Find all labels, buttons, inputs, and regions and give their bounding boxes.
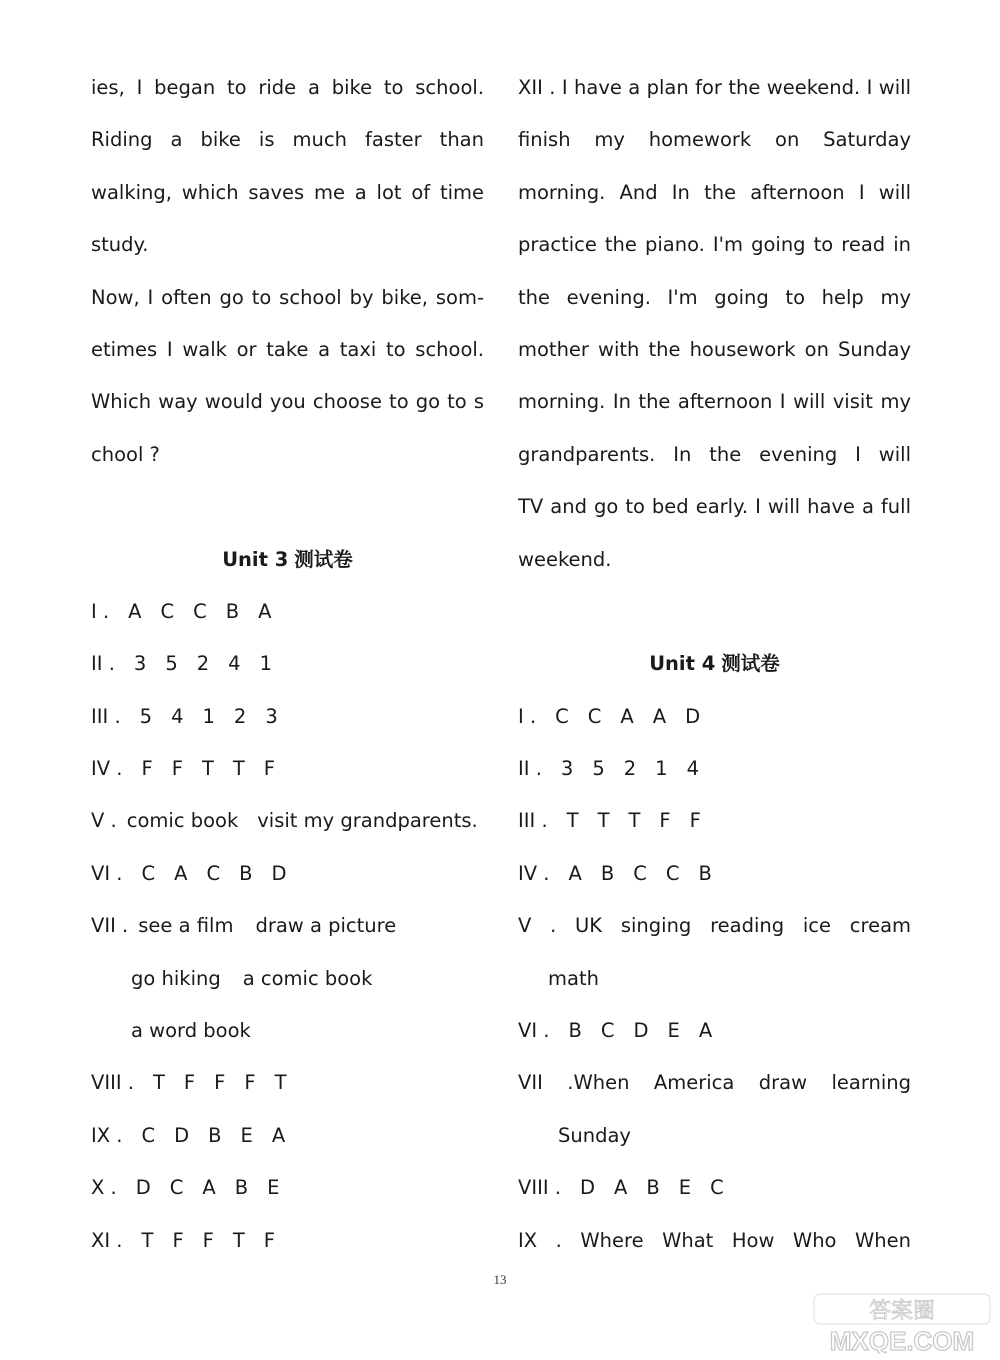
- answer-row-unit3-V: V . comic book visit my grandparents.: [91, 809, 478, 833]
- spacer: [518, 586, 911, 638]
- answer-row-unit4-I: I . C C A A D: [518, 704, 701, 728]
- answer-row-unit3-XI: XI . T F F T F: [91, 1228, 276, 1252]
- passage-line: XII . I have a plan for the weekend. I will: [518, 76, 911, 99]
- answer-row-unit4-VIII: VIII . D A B E C: [518, 1176, 724, 1200]
- answer-row-unit4-III: III . T T T F F: [518, 809, 701, 833]
- unit4-title-zh: 测试卷: [721, 652, 780, 676]
- unit3-title: [91, 534, 484, 586]
- passage-line: morning. In the afternoon I will visit my: [518, 390, 911, 414]
- answer-row-unit3-VII: VII . see a film draw a picture: [91, 914, 397, 938]
- passage-line: ies, I began to ride a bike to school.: [91, 76, 484, 99]
- passage-line: Which way would you choose to go to s: [91, 390, 484, 414]
- answer-row-unit3-VII-cont: a word book: [131, 1019, 251, 1043]
- passage-line: mother with the housework on Sunday: [518, 337, 911, 361]
- unit4-title: [518, 638, 911, 690]
- unit3-title-en: Unit 3: [222, 547, 289, 571]
- watermark-logo: [812, 1290, 992, 1354]
- watermark-logo-zh: 答案圈: [868, 1299, 936, 1324]
- passage-line: study.: [91, 233, 149, 257]
- answer-row-unit3-IV: IV . F F T T F: [91, 757, 275, 781]
- passage-line: chool ?: [91, 442, 160, 466]
- passage-line: Riding a bike is much faster than: [91, 128, 484, 152]
- answer-row-unit4-V: V . UK singing reading ice cream: [518, 914, 911, 938]
- answer-row-unit3-IX: IX . C D B E A: [91, 1123, 286, 1147]
- passage-line: the evening. I'm going to help my: [518, 285, 911, 309]
- answer-row-unit3-VI: VI . C A C B D: [91, 861, 287, 885]
- answer-row-unit3-X: X . D C A B E: [91, 1176, 280, 1200]
- passage-line: TV and go to bed early. I will have a full: [518, 495, 911, 519]
- answer-row-unit4-IV: IV . A B C C B: [518, 861, 712, 885]
- answer-row-unit4-VI: VI . B C D E A: [518, 1019, 713, 1043]
- passage-line: morning. And In the afternoon I will: [518, 180, 911, 204]
- passage-line: weekend.: [518, 547, 612, 571]
- answer-row-unit3-II: II . 3 5 2 4 1: [91, 652, 273, 676]
- unit4-title-en: Unit 4: [649, 652, 716, 676]
- left-column: [91, 62, 484, 1267]
- answer-row-unit4-VII-cont: Sunday: [558, 1123, 631, 1147]
- answer-row-unit4-VII: VII .When America draw learning: [518, 1071, 911, 1095]
- spacer: [91, 481, 484, 533]
- watermark-text: MXQE.COM: [829, 1326, 975, 1354]
- right-column: [518, 62, 911, 1267]
- answer-row-unit4-IX: IX . Where What How Who When: [518, 1228, 911, 1252]
- answer-row-unit3-VIII: VIII . T F F F T: [91, 1071, 287, 1095]
- passage-line: etimes I walk or take a taxi to school.: [91, 337, 484, 361]
- answer-row-unit3-VII-cont: go hiking a comic book: [131, 966, 373, 990]
- unit3-title-zh: 测试卷: [294, 547, 353, 571]
- answer-row-unit3-I: I . A C C B A: [91, 599, 272, 623]
- answer-row-unit4-V-cont: math: [548, 966, 599, 990]
- passage-line: grandparents. In the evening I will: [518, 442, 911, 466]
- answer-row-unit4-II: II . 3 5 2 1 4: [518, 757, 700, 781]
- passage-line: finish my homework on Saturday: [518, 128, 911, 152]
- answer-row-unit3-III: III . 5 4 1 2 3: [91, 704, 278, 728]
- passage-line: walking, which saves me a lot of time: [91, 180, 484, 204]
- page-number: 13: [493, 1272, 507, 1287]
- passage-line: Now, I often go to school by bike, som-: [91, 285, 484, 309]
- passage-line: practice the piano. I'm going to read in: [518, 233, 911, 257]
